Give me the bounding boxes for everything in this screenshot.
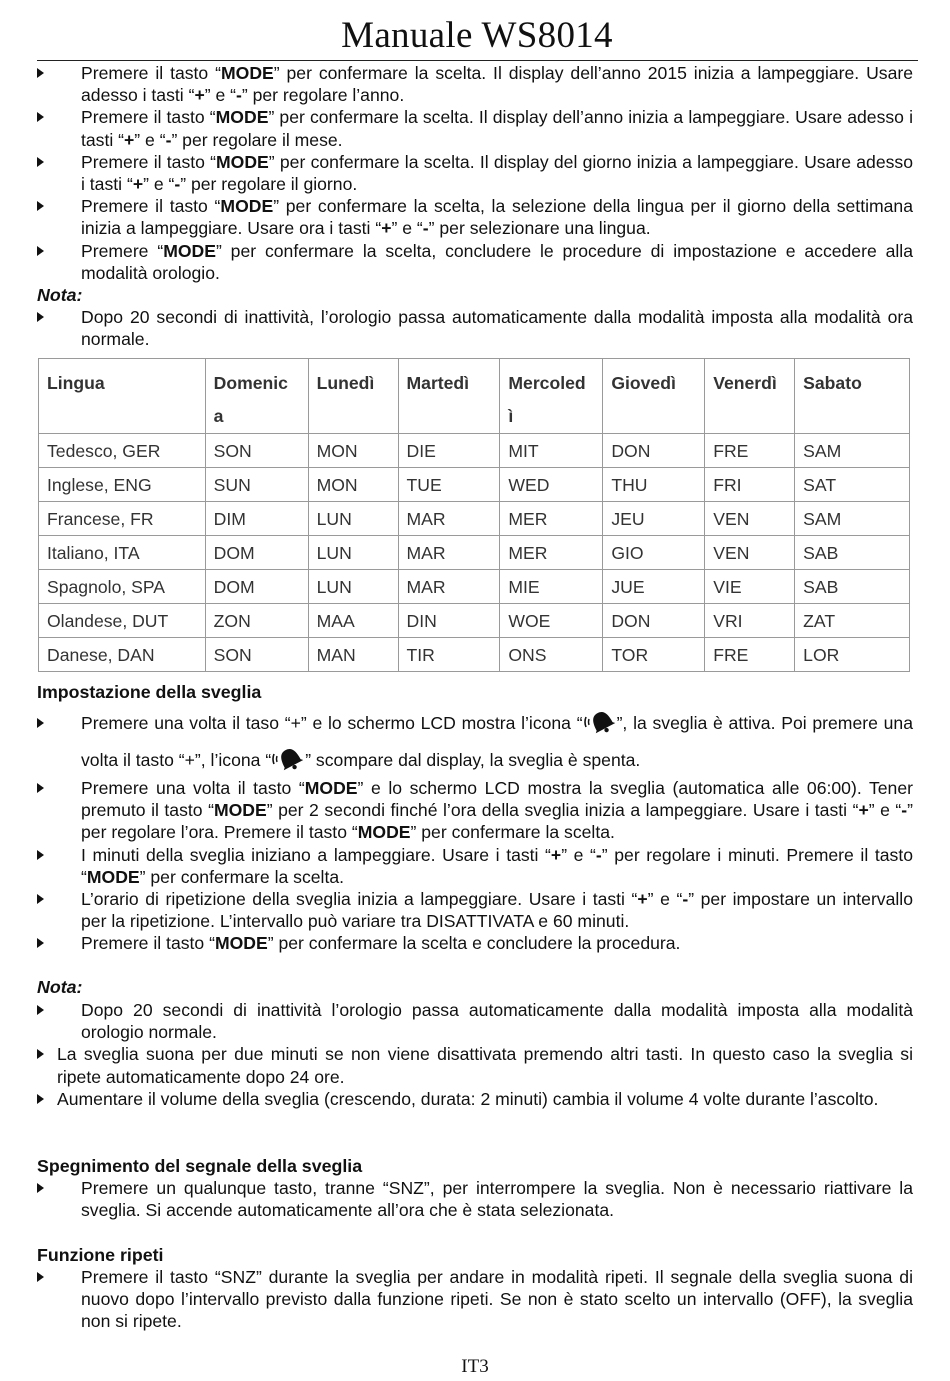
bullet-arrow-icon [37, 201, 44, 211]
header-divider [37, 60, 918, 61]
alarm-section-heading: Impostazione della sveglia [37, 682, 262, 702]
weekday-language-table [38, 358, 910, 672]
note-list [37, 306, 913, 350]
bullet-arrow-icon [37, 246, 44, 256]
table-cell: SAM [795, 502, 910, 536]
table-cell: VEN [705, 502, 795, 536]
table-cell: GIO [603, 536, 705, 570]
table-cell: MAA [308, 604, 398, 638]
table-header-cell: Lingua [39, 359, 206, 434]
snooze-list [37, 1266, 913, 1333]
bullet-arrow-icon [37, 1049, 44, 1059]
table-cell: WOE [500, 604, 603, 638]
table-cell: Italiano, ITA [39, 536, 206, 570]
table-cell: ZAT [795, 604, 910, 638]
table-cell: SAM [795, 434, 910, 468]
table-cell: SAB [795, 570, 910, 604]
table-cell: VRI [705, 604, 795, 638]
list-item: Premere una volta il tasto “MODE” e lo schermo LCD mostra la sveglia (automatica alle 06:00). Tener premuto il tasto “MODE” per 2 secondi finché l’ora della sveglia inizia a lampeggiare. Usare i tasti “+” e “-” per regolare l’ora. Premere il tasto “MODE” per confermare la scelta. [37, 777, 913, 844]
bullet-arrow-icon [37, 1005, 44, 1015]
table-cell: MIT [500, 434, 603, 468]
table-cell: Olandese, DUT [39, 604, 206, 638]
table-header-cell: Lunedì [308, 359, 398, 434]
table-cell: MON [308, 468, 398, 502]
bullet-arrow-icon [37, 112, 44, 122]
table-row [39, 536, 910, 570]
table-cell: JEU [603, 502, 705, 536]
table-cell: MAN [308, 638, 398, 672]
table-cell: Spagnolo, SPA [39, 570, 206, 604]
bullet-arrow-icon [37, 894, 44, 904]
bullet-arrow-icon [37, 718, 44, 728]
note-label: Nota: [37, 977, 83, 997]
note-list [37, 999, 913, 1110]
table-cell: MER [500, 536, 603, 570]
table-cell: ZON [205, 604, 308, 638]
table-cell: DIM [205, 502, 308, 536]
table-cell: THU [603, 468, 705, 502]
table-cell: MAR [398, 502, 500, 536]
table-header-cell: Martedì [398, 359, 500, 434]
table-cell: MAR [398, 536, 500, 570]
table-cell: SON [205, 434, 308, 468]
table-cell: MER [500, 502, 603, 536]
bullet-arrow-icon [37, 68, 44, 78]
list-item: Premere il tasto “MODE” per confermare la scelta e concludere la procedura. [37, 932, 913, 954]
table-cell: FRI [705, 468, 795, 502]
page-number: IT3 [461, 1356, 489, 1377]
table-cell: MON [308, 434, 398, 468]
list-item: Premere “MODE” per confermare la scelta, concludere le procedure di impostazione e accedere alla modalità orologio. [37, 240, 913, 284]
table-cell: SUN [205, 468, 308, 502]
table-cell: DON [603, 604, 705, 638]
table-row [39, 502, 910, 536]
table-row [39, 570, 910, 604]
page-title: Manuale WS8014 [341, 15, 613, 56]
table-cell: Inglese, ENG [39, 468, 206, 502]
list-item: Premere il tasto “MODE” per confermare la scelta. Il display dell’anno inizia a lampeggiare. Usare adesso i tasti “+” e “-” per regolare il mese. [37, 106, 913, 150]
alarm-bell-icon [583, 709, 617, 735]
table-cell: ONS [500, 638, 603, 672]
table-cell: LUN [308, 536, 398, 570]
table-row [39, 604, 910, 638]
table-cell: JUE [603, 570, 705, 604]
table-cell: TIR [398, 638, 500, 672]
table-cell: DOM [205, 536, 308, 570]
table-cell: SAT [795, 468, 910, 502]
snooze-heading: Funzione ripeti [37, 1245, 164, 1265]
bullet-arrow-icon [37, 850, 44, 860]
bullet-arrow-icon [37, 1272, 44, 1282]
list-item: Premere il tasto “MODE” per confermare la scelta. Il display del giorno inizia a lampeggiare. Usare adesso i tasti “+” e “-” per regolare il giorno. [37, 151, 913, 195]
alarm-bullet-list-continued [37, 777, 913, 955]
table-cell: TOR [603, 638, 705, 672]
table-cell: Tedesco, GER [39, 434, 206, 468]
list-item: La sveglia suona per due minuti se non viene disattivata premendo altri tasti. In questo caso la sveglia si ripete automaticamente dopo 24 ore. [37, 1043, 913, 1087]
table-cell: DOM [205, 570, 308, 604]
table-cell: SON [205, 638, 308, 672]
table-cell: VEN [705, 536, 795, 570]
table-header-cell: Sabato [795, 359, 910, 434]
table-cell: DIN [398, 604, 500, 638]
table-row [39, 468, 910, 502]
stop-alarm-heading: Spegnimento del segnale della sveglia [37, 1156, 363, 1176]
bullet-arrow-icon [37, 312, 44, 322]
table-cell: Francese, FR [39, 502, 206, 536]
table-cell: FRE [705, 434, 795, 468]
alarm-bullet-list [37, 705, 913, 779]
table-row [39, 434, 910, 468]
table-cell: DON [603, 434, 705, 468]
bullet-arrow-icon [37, 157, 44, 167]
list-item: Premere un qualunque tasto, tranne “SNZ”, per interrompere la sveglia. Non è necessario riattivare la sveglia. Si accende automaticamente all’ora che è stata selezionata. [37, 1177, 913, 1221]
table-cell: SAB [795, 536, 910, 570]
table-cell: WED [500, 468, 603, 502]
list-item: Premere il tasto “MODE” per confermare la scelta. Il display dell’anno 2015 inizia a lampeggiare. Usare adesso i tasti “+” e “-” per regolare l’anno. [37, 62, 913, 106]
table-cell: DIE [398, 434, 500, 468]
list-item: Dopo 20 secondi di inattività, l’orologio passa automaticamente dalla modalità imposta alla modalità ora normale. [37, 306, 913, 350]
bullet-arrow-icon [37, 1094, 44, 1104]
table-header-row [39, 359, 910, 434]
list-item: Premere il tasto “SNZ” durante la sveglia per andare in modalità ripeti. Il segnale della sveglia suona di nuovo dopo l’intervallo previsto dalla funzione ripeti. Se non è stato scelto un intervallo (OFF), la sveglia non si ripete. [37, 1266, 913, 1333]
intro-bullet-list [37, 62, 913, 284]
note-label: Nota: [37, 285, 83, 305]
table-row [39, 638, 910, 672]
table-cell: TUE [398, 468, 500, 502]
table-header-cell: Domenic a [205, 359, 308, 434]
bullet-arrow-icon [37, 938, 44, 948]
table-header-cell: Mercoled ì [500, 359, 603, 434]
bullet-arrow-icon [37, 1183, 44, 1193]
table-cell: Danese, DAN [39, 638, 206, 672]
table-cell: LUN [308, 570, 398, 604]
stop-alarm-list [37, 1177, 913, 1221]
list-item: L’orario di ripetizione della sveglia inizia a lampeggiare. Usare i tasti “+” e “-” per impostare un intervallo per la ripetizione. L’intervallo può variare tra DISATTIVATA e 60 minuti. [37, 888, 913, 932]
table-cell: VIE [705, 570, 795, 604]
table-cell: MIE [500, 570, 603, 604]
alarm-bell-icon [271, 746, 305, 772]
table-body [39, 434, 910, 672]
table-cell: LUN [308, 502, 398, 536]
table-cell: FRE [705, 638, 795, 672]
table-cell: MAR [398, 570, 500, 604]
table-cell: LOR [795, 638, 910, 672]
bullet-arrow-icon [37, 783, 44, 793]
list-item: Aumentare il volume della sveglia (crescendo, durata: 2 minuti) cambia il volume 4 volte durante l’ascolto. [37, 1088, 913, 1110]
list-item: Premere una volta il taso “+” e lo schermo LCD mostra l’icona “ ”, la sveglia è attiva. Poi premere una volta il tasto “+”, l’icona “ ” scompare dal display, la sveglia è spenta. [37, 705, 913, 779]
table-header-cell: Venerdì [705, 359, 795, 434]
list-item: I minuti della sveglia iniziano a lampeggiare. Usare i tasti “+” e “-” per regolare i minuti. Premere il tasto “MODE” per confermare la scelta. [37, 844, 913, 888]
list-item: Premere il tasto “MODE” per confermare la scelta, la selezione della lingua per il giorno della settimana inizia a lampeggiare. Usare ora i tasti “+” e “-” per selezionare una lingua. [37, 195, 913, 239]
table-header-cell: Giovedì [603, 359, 705, 434]
list-item: Dopo 20 secondi di inattività l’orologio passa automaticamente dalla modalità imposta alla modalità orologio normale. [37, 999, 913, 1043]
